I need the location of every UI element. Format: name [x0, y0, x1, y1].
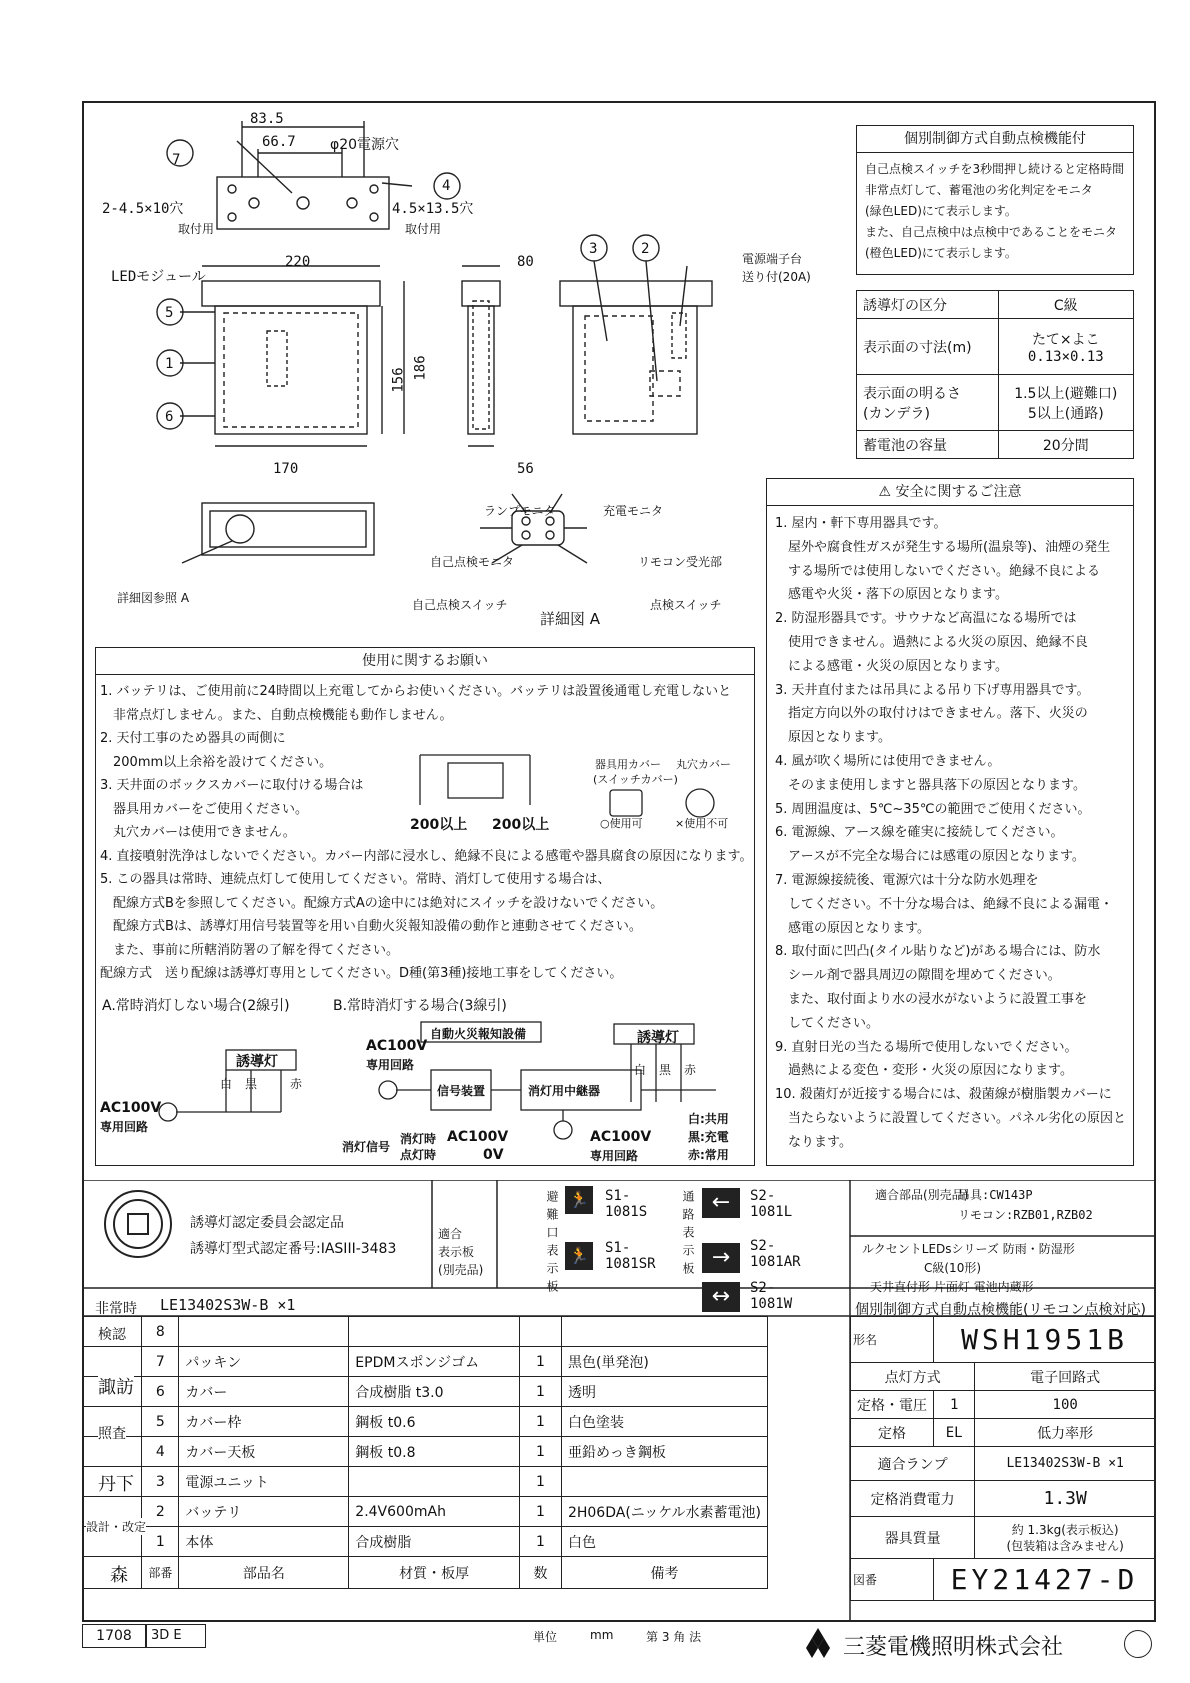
safety-line: してください。不十分な場合は、絶縁不良による漏電・	[775, 896, 1114, 912]
header-no: 部番	[142, 1557, 179, 1589]
charge-monitor-label: 充電モニタ	[603, 504, 664, 518]
callout-3: 3	[589, 241, 598, 257]
usage-title: 使用に関するお願い	[96, 648, 754, 675]
usage-line: 非常点灯しません。また、自動点検機能も動作しません。	[100, 707, 453, 723]
function: 個別制御方式自動点検機能(リモコン点検対応)	[855, 1302, 1146, 1318]
spec-value: (包装箱は含みません)	[1006, 1538, 1124, 1553]
parts-row	[83, 1527, 768, 1557]
spec-value: 100	[975, 1391, 1156, 1419]
drawing-number: EY21427-D	[934, 1559, 1156, 1601]
ac100-a-sub: 専用回路	[100, 1120, 149, 1134]
panel-code: S2-1081W	[750, 1280, 793, 1312]
safety-line: 屋外や腐食性ガスが発生する場所(温泉等)、油煙の発生	[775, 539, 1111, 555]
round-cover-ng: ×使用不可	[675, 817, 729, 830]
spec-key: 定格	[851, 1419, 934, 1447]
mitsubishi-logo-icon	[800, 1628, 836, 1660]
part-material	[349, 1317, 520, 1347]
safety-line: 指定方向以外の取付けはできません。落下、火災の	[775, 706, 1088, 722]
part-name: バッテリ	[179, 1497, 349, 1527]
terminal-label: 電源端子台	[742, 252, 803, 266]
footer-version: 3D E	[146, 1624, 206, 1648]
part-note: 白色塗装	[561, 1407, 767, 1437]
panel-code: S1-1081SR	[605, 1240, 656, 1272]
safety-line: 4. 風が吹く場所には使用できません。	[775, 753, 1001, 769]
series: ルクセントLEDsシリーズ 防雨・防湿形	[862, 1242, 1075, 1256]
check-person: 諏訪	[98, 1373, 134, 1399]
part-quantity: 1	[520, 1497, 562, 1527]
spec-value: 20分間	[998, 431, 1133, 459]
dim-hole-right: 4.5×13.5穴	[392, 201, 474, 217]
parts-row	[83, 1317, 768, 1347]
safety-line: 5. 周囲温度は、5℃~35℃の範囲でご使用ください。	[775, 801, 1091, 817]
dim-220: 220	[285, 254, 311, 270]
auto-check-title: 個別制御方式自動点検機能付	[857, 126, 1133, 153]
off-when: 消灯時	[400, 1132, 437, 1146]
parts-table	[82, 1316, 768, 1589]
footer-unit: 単位	[533, 1630, 558, 1644]
auto-check-line: 非常点灯して、蓄電池の劣化判定をモニタ	[865, 183, 1093, 197]
part-name	[179, 1317, 349, 1347]
cover-label: 器具用カバー	[595, 758, 661, 771]
round-cover-label: 丸穴カバー	[676, 758, 731, 771]
dim-83-5: 83.5	[250, 111, 284, 127]
dim-hole-right-sub: 取付用	[405, 222, 442, 236]
terminal-sub: 送り付(20A)	[742, 270, 811, 284]
ac100-relay: AC100V	[590, 1129, 652, 1145]
parts-header-row	[83, 1557, 768, 1589]
wiring-b-label: B.常時消灯する場合(3線引)	[333, 998, 507, 1014]
stamp-circle	[1124, 1630, 1152, 1658]
safety-line: 6. 電源線、アース線を確実に接続してください。	[775, 825, 1064, 841]
safety-line: してください。	[775, 1015, 880, 1031]
parts-row	[83, 1407, 768, 1437]
legend-line: 白:共用	[688, 1112, 729, 1126]
header-note: 備考	[561, 1557, 767, 1589]
part-number: 6	[142, 1377, 179, 1407]
callout-4: 4	[442, 178, 451, 194]
inspect-person: 丹下	[98, 1470, 134, 1496]
panel-code: S1-1081S	[605, 1188, 648, 1220]
lamp-monitor-label: ランプモニタ	[484, 504, 556, 518]
spec-key: (カンデラ)	[863, 405, 930, 422]
safety-line: 感電や火災・落下の原因となります。	[775, 587, 1008, 603]
part-note: 透明	[561, 1377, 767, 1407]
detail-ref: 詳細図参照 A	[117, 591, 190, 605]
safety-line: 使用できません。過熱による火災の原因、絶縁不良	[775, 634, 1088, 650]
legend-line: 赤:常用	[688, 1148, 729, 1162]
auto-check-line: また、自己点検中は点検中であることをモニタ	[865, 225, 1118, 239]
spec-value: C級	[998, 291, 1133, 319]
cover-ok: ○使用可	[600, 817, 643, 830]
spec-value: 5以上(通路)	[1027, 405, 1104, 422]
certification-seal	[102, 1188, 174, 1260]
usage-line: 4. 直接噴射洗浄はしないでください。カバー内部に浸水し、絶縁不良による感電や器具腐食の原因になります。	[100, 848, 753, 864]
guide-light-b: 誘導灯	[637, 1030, 679, 1046]
part-quantity	[520, 1317, 562, 1347]
part-material	[349, 1467, 520, 1497]
arrow-left-icon: ←	[702, 1188, 740, 1218]
evac-label: 避難口表示板	[545, 1190, 559, 1298]
spec-key: 適合ランプ	[851, 1447, 975, 1481]
spec-key: 器具質量	[851, 1517, 975, 1559]
ac100-b-sub: 専用回路	[366, 1058, 415, 1072]
drawing-no-label: 図番	[851, 1559, 934, 1601]
emergency-value: LE13402S3W-B ×1	[160, 1296, 296, 1314]
off-signal: 消灯信号	[342, 1140, 391, 1154]
usage-line: 器具用カバーをご使用ください。	[100, 801, 309, 817]
dim-170: 170	[273, 461, 299, 477]
wiring-a-label: A.常時消灯しない場合(2線引)	[102, 998, 290, 1014]
safety-line: そのまま使用しますと器具落下の原因となります。	[775, 777, 1086, 793]
part-material: 合成樹脂 t3.0	[349, 1377, 520, 1407]
ac100-relay-sub: 専用回路	[590, 1149, 639, 1163]
safety-line: する場所では使用しないでください。絶縁不良による	[775, 563, 1101, 579]
callout-7: 7	[172, 152, 181, 168]
part-quantity: 1	[520, 1407, 562, 1437]
callout-5: 5	[165, 305, 174, 321]
part-number: 8	[142, 1317, 179, 1347]
safety-line: 3. 天井直付または吊具による吊り下げ専用器具です。	[775, 682, 1090, 698]
model-label: 形名	[851, 1317, 934, 1363]
safety-line: 感電の原因となります。	[775, 920, 930, 936]
evac-sign-icon: 🏃	[565, 1242, 593, 1270]
safety-line: なります。	[775, 1134, 852, 1150]
cert-line-1: 誘導灯認定委員会認定品	[190, 1215, 344, 1231]
check-switch-label: 点検スイッチ	[650, 598, 722, 612]
usage-line: 配線方式 送り配線は誘導灯専用としてください。D種(第3種)接地工事をしてください。	[100, 966, 623, 981]
footer-code: 1708	[82, 1624, 146, 1648]
wire-white-a: 白	[220, 1077, 233, 1091]
wire-red-b: 赤	[684, 1063, 697, 1077]
footer-angle: 第 3 角 法	[646, 1630, 702, 1644]
part-number: 4	[142, 1437, 179, 1467]
parts-info-label: 適合部品(別売品)	[875, 1188, 969, 1202]
dim-66-7: 66.7	[262, 134, 296, 150]
header-quantity: 数	[520, 1557, 562, 1589]
mount: 天井直付形 片面灯 電池内蔵形	[870, 1280, 1034, 1294]
dim-156: 156	[390, 367, 407, 393]
dim-186: 186	[412, 355, 429, 381]
spec-key: 定格消費電力	[851, 1481, 975, 1517]
dim-56: 56	[517, 461, 534, 477]
part-name: カバー	[179, 1377, 349, 1407]
safety-line: による感電・火災の原因となります。	[775, 658, 1008, 674]
model-spec-table	[850, 1316, 1156, 1601]
part-note	[561, 1317, 767, 1347]
wire-white-b: 白	[634, 1063, 647, 1077]
usage-line: 1. バッテリは、ご使用前に24時間以上充電してからお使いください。バッテリは設置後通電し充電しないと	[100, 684, 732, 699]
dim-hole-left-sub: 取付用	[178, 222, 215, 236]
usage-line: 配線方式Bを参照してください。配線方式Aの途中には絶対にスイッチを設けないでください。	[100, 895, 664, 911]
usage-line: 2. 天付工事のため器具の両側に	[100, 731, 286, 746]
led-module-label: LEDモジュール	[111, 269, 206, 285]
panel-code: S2-1081L	[750, 1188, 793, 1220]
safety-line: シール剤で器具周辺の隙間を埋めてください。	[775, 968, 1061, 984]
part-quantity: 1	[520, 1377, 562, 1407]
parts-row	[83, 1497, 768, 1527]
panel-label: 適合 表示板 (別売品)	[438, 1227, 484, 1277]
signoff-cell	[83, 1347, 142, 1377]
spec-mid: 1	[934, 1391, 975, 1419]
spec-key: 蓄電池の容量	[857, 431, 999, 459]
header-material: 材質・板厚	[349, 1557, 520, 1589]
part-note: 2H06DA(ニッケル水素蓄電池)	[561, 1497, 767, 1527]
detail-title: 詳細図 A	[540, 610, 601, 628]
fire-alarm: 自動火災報知設備	[430, 1027, 527, 1041]
spec-key: 表示面の明るさ	[863, 385, 961, 402]
route-label: 通路表示板	[681, 1190, 695, 1280]
usage-line: 5. この器具は常時、連続点灯して使用してください。常時、消灯して使用する場合は、	[100, 872, 611, 887]
design-label: 設計・改定	[86, 1520, 147, 1534]
spec-value: 電子回路式	[975, 1363, 1156, 1391]
part-number: 5	[142, 1407, 179, 1437]
v-0: 0V	[483, 1147, 504, 1163]
design-person: 森	[110, 1561, 128, 1587]
panel-code: S2-1081AR	[750, 1238, 801, 1270]
header-name: 部品名	[179, 1557, 349, 1589]
footer-mm: mm	[590, 1628, 614, 1642]
spec-key: 誘導灯の区分	[857, 291, 999, 319]
usage-line: 3. 天井面のボックスカバーに取付ける場合は	[100, 778, 364, 793]
part-quantity: 1	[520, 1527, 562, 1557]
safety-box	[766, 478, 1134, 1166]
callout-6: 6	[165, 409, 174, 425]
part-material: 鋼板 t0.8	[349, 1437, 520, 1467]
hanger: 吊具:CW143P	[958, 1188, 1033, 1202]
safety-line: 当たらないように設置してください。パネル劣化の原因と	[775, 1110, 1127, 1126]
safety-title: ⚠ 安全に関するご注意	[767, 479, 1133, 506]
remote-receiver-label: リモコン受光部	[638, 555, 723, 569]
part-note: 亜鉛めっき鋼板	[561, 1437, 767, 1467]
wire-red-a: 赤	[290, 1077, 303, 1091]
guide-light-a: 誘導灯	[236, 1054, 278, 1070]
part-note: 白色	[561, 1527, 767, 1557]
part-material: 合成樹脂	[349, 1527, 520, 1557]
on-when: 点灯時	[400, 1148, 437, 1162]
remote: リモコン:RZB01,RZB02	[958, 1208, 1093, 1222]
part-note	[561, 1467, 767, 1497]
class-spec-table	[856, 290, 1134, 459]
part-material: 2.4V600mAh	[349, 1497, 520, 1527]
signal-device: 信号装置	[437, 1084, 486, 1098]
part-number: 7	[142, 1347, 179, 1377]
safety-line: 10. 殺菌灯が近接する場合には、殺菌線が樹脂製カバーに	[775, 1087, 1112, 1103]
ac100-b: AC100V	[366, 1038, 428, 1054]
spec-key: 定格・電圧	[851, 1391, 934, 1419]
warning-icon: ⚠	[878, 484, 896, 500]
callout-1: 1	[165, 356, 174, 372]
callout-2: 2	[641, 241, 650, 257]
spec-key: 表示面の寸法(m)	[857, 319, 999, 375]
parts-row	[83, 1347, 768, 1377]
class: C級(10形)	[924, 1261, 982, 1275]
auto-check-line: 自己点検スイッチを3秒間押し続けると定格時間	[865, 162, 1125, 176]
spec-key: 点灯方式	[851, 1363, 975, 1391]
cert-line-2: 誘導灯型式認定番号:IASIII-3483	[190, 1241, 397, 1257]
usage-line: 200mm以上余裕を設けてください。	[100, 754, 333, 770]
ac100-a: AC100V	[100, 1100, 162, 1116]
parts-row	[83, 1467, 768, 1497]
part-number: 2	[142, 1497, 179, 1527]
dim-hole-left: 2-4.5×10穴	[102, 201, 184, 217]
company-name: 三菱電機照明株式会社	[843, 1635, 1064, 1660]
check-label: 検認	[98, 1324, 126, 1344]
dim-hole: φ20電源穴	[330, 137, 400, 153]
wire-black-a: 黒	[245, 1077, 258, 1091]
safety-line: 1. 屋内・軒下専用器具です。	[775, 516, 947, 531]
part-material: EPDMスポンジゴム	[349, 1347, 520, 1377]
inspect-label: 照査	[98, 1423, 126, 1443]
part-material: 鋼板 t0.6	[349, 1407, 520, 1437]
safety-line: 2. 防湿形器具です。サウナなど高温になる場所では	[775, 611, 1077, 627]
usage-line: 丸穴カバーは使用できません。	[100, 825, 296, 840]
evac-sign-icon: 🏃	[565, 1186, 593, 1214]
model-number: WSH1951B	[934, 1317, 1156, 1363]
safety-line: 過熱による変色・変形・火災の原因になります。	[775, 1063, 1073, 1079]
safety-line: 8. 取付面に凹凸(タイル貼りなど)がある場合には、防水	[775, 944, 1101, 960]
arrow-both-icon: ↔	[702, 1282, 740, 1312]
part-note: 黒色(単発泡)	[561, 1347, 767, 1377]
spec-mid: EL	[934, 1419, 975, 1447]
spec-value: 低力率形	[975, 1419, 1156, 1447]
part-name: カバー枠	[179, 1407, 349, 1437]
part-name: カバー天板	[179, 1437, 349, 1467]
part-quantity: 1	[520, 1437, 562, 1467]
safety-line: 7. 電源線接続後、電源穴は十分な防水処理を	[775, 872, 1039, 888]
wire-black-b: 黒	[659, 1063, 672, 1077]
clearance-right: 200以上	[492, 817, 550, 833]
auto-check-box	[856, 125, 1134, 275]
part-name: 本体	[179, 1527, 349, 1557]
safety-line: 原因となります。	[775, 730, 891, 746]
spec-value: 0.13×0.13	[1027, 348, 1104, 365]
spec-value: たて×よこ	[1031, 331, 1100, 348]
parts-row	[83, 1377, 768, 1407]
cover-sub: (スイッチカバー)	[593, 773, 678, 786]
clearance-left: 200以上	[410, 817, 468, 833]
part-name: パッキン	[179, 1347, 349, 1377]
part-number: 1	[142, 1527, 179, 1557]
parts-row	[83, 1437, 768, 1467]
spec-value: 1.3W	[975, 1481, 1156, 1517]
part-name: 電源ユニット	[179, 1467, 349, 1497]
spec-value: 約 1.3kg(表示板込)	[1011, 1522, 1119, 1537]
part-number: 3	[142, 1467, 179, 1497]
emergency-label: 非常時	[95, 1301, 137, 1317]
arrow-right-icon: →	[702, 1243, 740, 1273]
dim-80: 80	[517, 254, 534, 270]
spec-value: LE13402S3W-B ×1	[975, 1447, 1156, 1481]
auto-check-line: (橙色LED)にて表示します。	[865, 246, 1017, 260]
part-quantity: 1	[520, 1347, 562, 1377]
usage-line: 配線方式Bは、誘導灯用信号装置等を用い自動火災報知設備の動作と連動させてください。	[100, 919, 642, 934]
self-check-switch-label: 自己点検スイッチ	[412, 598, 508, 612]
usage-line: また、事前に所轄消防署の了解を得てください。	[100, 942, 400, 958]
safety-line: 9. 直射日光の当たる場所で使用しないでください。	[775, 1039, 1078, 1055]
safety-line: また、取付面より水の浸水がないように設置工事を	[775, 991, 1088, 1007]
safety-line: アースが不完全な場合には感電の原因となります。	[775, 849, 1085, 865]
v-ac: AC100V	[447, 1129, 509, 1145]
relay: 消灯用中継器	[528, 1084, 601, 1098]
part-quantity: 1	[520, 1467, 562, 1497]
self-check-monitor-label: 自己点検モニタ	[430, 555, 515, 569]
auto-check-line: (緑色LED)にて表示します。	[865, 204, 1017, 218]
legend-line: 黒:充電	[688, 1130, 729, 1144]
spec-value: 1.5以上(避難口)	[1014, 385, 1118, 402]
